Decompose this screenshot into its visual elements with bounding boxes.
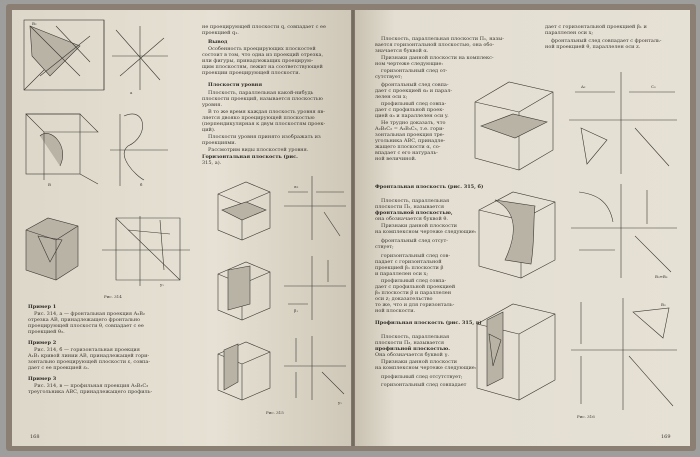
section-line-4: В то же время каждая плоскость уровня яв- xyxy=(208,109,325,115)
top-text-15: A₂B₂C₂ = A₃B₃C₃, т.е. гори- xyxy=(375,126,445,132)
figure-316a-drawing xyxy=(469,66,679,176)
svg-text:б: б xyxy=(140,182,143,187)
section-line-5: ляется двояко проецирующей плоскостью xyxy=(202,115,315,121)
right-page-number: 169 xyxy=(661,434,671,440)
top-text-18: жащего плоскости α, со- xyxy=(375,144,441,150)
frontal-heading: Фронтальная плоскость (рис. 315, б) xyxy=(375,184,484,190)
svg-text:A₂: A₂ xyxy=(581,84,586,89)
frontal-text-3: фронтальной плоскостью, xyxy=(375,210,453,216)
figure-316b-drawing xyxy=(475,180,679,280)
top-right-text-3: фронтальный след совпадает с фронталь- xyxy=(551,38,662,44)
profile-text-1: Плоскость, параллельная xyxy=(381,334,450,340)
example-3-title: Пример 3 xyxy=(28,376,57,382)
section-line-11: Горизонтальная плоскость (рис. xyxy=(202,154,298,160)
top-text-13: цией α₃ и параллелен оси y. xyxy=(375,113,449,119)
profile-text-7: профильный след отсутствует; xyxy=(381,374,463,380)
top-right-text-4: ной проекцией θ, параллелен оси z. xyxy=(545,44,641,50)
top-text-6: горизонтальный след от- xyxy=(381,68,448,74)
svg-text:a: a xyxy=(130,90,133,95)
top-text-20: ной величиной. xyxy=(375,156,417,162)
figure-316-caption: Рис. 316 xyxy=(577,414,595,419)
frontal-text-4: она обозначается буквой θ. xyxy=(375,216,448,222)
vyvod-heading: Вывод xyxy=(208,39,228,45)
profile-text-6: на комплексном чертеже следующие: xyxy=(375,365,477,371)
profile-heading: Профильная плоскость (рис. 315, в) xyxy=(375,320,482,326)
example-1-line-4: проекцией θ₂. xyxy=(28,329,65,335)
svg-text:y₁: y₁ xyxy=(338,400,342,405)
book xyxy=(6,4,696,451)
section-heading: Плоскости уровня xyxy=(208,82,263,88)
figure-314b-drawing xyxy=(20,106,170,188)
top-text-17: угольника ABC, принадле- xyxy=(375,138,446,144)
figure-314-caption: Рис. 314 xyxy=(104,294,122,299)
profile-text-2: плоскости П₃, называется xyxy=(375,340,444,346)
example-1-line-2: отрезка AB, принадлежащего фронтально xyxy=(28,317,141,323)
vyvod-line-5: проекции проецирующей плоскости. xyxy=(202,70,301,76)
top-text-7: сутствует; xyxy=(375,74,403,80)
frontal-text-17: то же, что и для горизонталь- xyxy=(375,302,455,308)
frontal-text-16: оси z; доказательство xyxy=(375,296,433,302)
frontal-text-11: проекцией β₁ плоскости β xyxy=(375,265,444,271)
section-line-7: ций). xyxy=(202,127,216,133)
vyvod-line-4: щим плоскостям, лежит на соответствующей xyxy=(202,64,323,70)
top-text-11: профильный след совпа- xyxy=(381,101,447,107)
figure-314c-drawing xyxy=(20,210,194,288)
svg-text:α₂: α₂ xyxy=(294,184,299,189)
frontal-text-6: на комплексном чертеже следующие: xyxy=(375,229,477,235)
frontal-text-7: фронтальный след отсут- xyxy=(381,238,448,244)
section-line-10: Рассмотрим виды плоскостей уровня. xyxy=(208,147,309,153)
top-text-5: ном чертеже следующие: xyxy=(375,61,444,67)
svg-text:β₁: β₁ xyxy=(294,308,298,313)
vyvod-line-3: или фигуры, принадлежащих проецирую- xyxy=(202,58,314,64)
figure-315-caption: Рис. 315 xyxy=(266,410,284,415)
section-line-6: (перпендикулярная к двум плоскостям проек- xyxy=(202,121,326,127)
top-text-2: вается горизонтальной плоскостью, она обо- xyxy=(375,42,495,48)
figure-315c-drawing xyxy=(208,332,348,408)
frontal-text-9: горизонтальный след сов- xyxy=(381,253,451,259)
example-2-line-3: зонтально проецирующей плоскости ε, совпа- xyxy=(28,359,151,365)
frontal-text-12: и параллелен оси x; xyxy=(375,271,429,277)
example-1-line-1: Рис. 314, а — фронтальная проекция A₂B₂ xyxy=(34,311,145,317)
frontal-text-1: Плоскость, параллельная xyxy=(381,198,450,204)
svg-text:B: B xyxy=(48,182,51,187)
vyvod-line-2: состоит в том, что одна из проекций отрезка, xyxy=(202,52,324,58)
example-3-line-1: Рис. 314, в — профильная проекция A₃B₃C₃ xyxy=(34,383,149,389)
example-3-line-2: треугольника ABC, принадлежащего профиль- xyxy=(28,389,153,395)
section-line-8: Плоскости уровня принято изображать из xyxy=(208,134,321,140)
profile-text-5: Признаки данной плоскости xyxy=(381,359,457,365)
frontal-text-5: Признаки данной плоскости xyxy=(381,223,457,229)
top-text-10: лелен оси x; xyxy=(375,94,408,100)
top-text-9: дает с проекцией α₂ и парал- xyxy=(375,88,453,94)
left-page xyxy=(12,10,351,446)
intro-line-2: проекцией q₁. xyxy=(202,30,239,36)
example-2-title: Пример 2 xyxy=(28,340,57,346)
svg-text:B₃: B₃ xyxy=(661,302,666,307)
top-right-text-2: параллелен оси x; xyxy=(545,30,594,36)
svg-text:B₂: B₂ xyxy=(32,21,37,26)
figure-315a-drawing xyxy=(208,172,348,244)
example-2-line-2: A₁B₁ кривой линии AB, принадлежащей гори- xyxy=(28,353,150,359)
vyvod-line-1: Особенность проецирующих плоскостей xyxy=(208,46,316,52)
section-line-3: уровня. xyxy=(202,102,223,108)
frontal-text-2: плоскости П₂, называется xyxy=(375,204,444,210)
top-text-19: впадает с его натураль- xyxy=(375,150,438,156)
example-2-line-1: Рис. 314, б — горизонтальная проекция xyxy=(34,347,140,353)
top-text-14: Не трудно доказать, что xyxy=(381,120,446,126)
example-1-line-3: проецирующей плоскости θ, совпадает с ее xyxy=(28,323,144,329)
top-text-3: значается буквой α. xyxy=(375,48,429,54)
frontal-text-8: ствует; xyxy=(375,244,394,250)
figure-316c-drawing xyxy=(473,294,679,414)
right-page xyxy=(355,10,690,446)
frontal-text-10: падает с горизонтальной xyxy=(375,259,442,265)
frontal-text-18: ной плоскости. xyxy=(375,308,416,314)
profile-text-8: горизонтальный след совпадает xyxy=(381,382,467,388)
frontal-text-13: профильный след совпа- xyxy=(381,278,447,284)
top-text-8: фронтальный след совпа- xyxy=(381,82,449,88)
example-1-title: Пример 1 xyxy=(28,304,57,310)
top-text-12: дает с профильной проек- xyxy=(375,107,445,113)
figure-314a-drawing xyxy=(20,16,170,96)
profile-text-4: Она обозначается буквой γ. xyxy=(375,352,450,358)
section-line-2: плоскости проекций, называется плоскостью xyxy=(202,96,323,102)
top-right-text-1: дает с горизонтальной проекцией β₁ и xyxy=(545,24,647,30)
left-page-number: 168 xyxy=(30,434,40,440)
intro-line-1: не проецирующей плоскости q, совпадает с ее xyxy=(202,24,326,30)
svg-text:y₁: y₁ xyxy=(160,282,164,287)
section-line-1: Плоскость, параллельная какой-нибудь xyxy=(208,90,314,96)
frontal-text-14: дает с профильной проекцией xyxy=(375,284,456,290)
example-2-line-4: дает с ее проекцией ε₁. xyxy=(28,365,90,371)
svg-text:B₃≡B₃: B₃≡B₃ xyxy=(655,274,668,279)
top-text-4: Признаки данной плоскости на комплекс- xyxy=(381,55,494,61)
top-text-16: зонтальная проекция тре- xyxy=(375,132,445,138)
frontal-text-15: β₃ плоскости β и параллелен xyxy=(375,290,452,296)
top-text-1: Плоскость, параллельная плоскости П₁, назы- xyxy=(381,36,504,42)
profile-text-3: профильной плоскостью. xyxy=(375,346,450,352)
figure-315b-drawing xyxy=(208,252,348,324)
section-line-9: проекциями. xyxy=(202,140,237,146)
section-line-12: 315, а). xyxy=(202,160,222,166)
svg-text:C₃: C₃ xyxy=(651,84,656,89)
